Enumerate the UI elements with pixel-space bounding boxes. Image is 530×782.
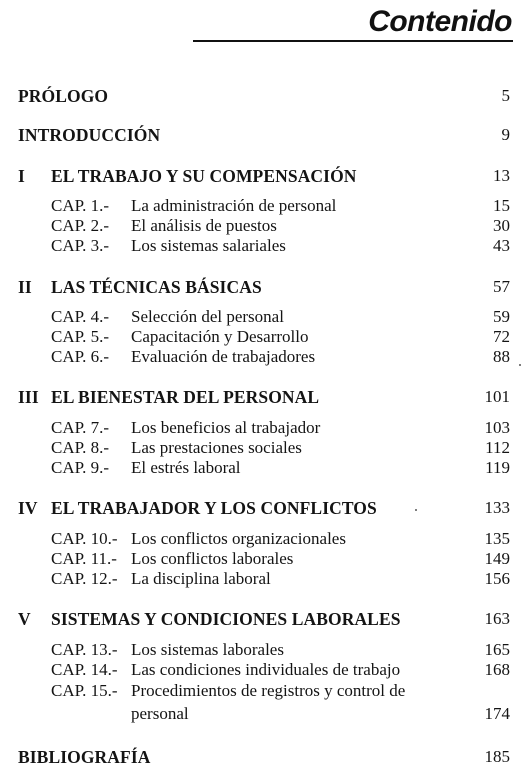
entry-page: 5 bbox=[501, 86, 510, 105]
toc-chapter-7[interactable] bbox=[0, 417, 530, 439]
toc-entry-prologo[interactable] bbox=[0, 85, 530, 107]
toc-chapter-15[interactable] bbox=[0, 680, 530, 726]
chapter-label: CAP. 10.- bbox=[51, 529, 118, 548]
toc-chapter-13[interactable] bbox=[0, 639, 530, 661]
section-page: 13 bbox=[493, 166, 510, 185]
chapter-title-line-1: Procedimientos de registros y control de bbox=[131, 681, 406, 700]
toc-chapter-11[interactable] bbox=[0, 548, 530, 570]
chapter-page: 43 bbox=[493, 236, 510, 255]
chapter-label: CAP. 14.- bbox=[51, 660, 118, 679]
section-page: 101 bbox=[484, 387, 510, 406]
chapter-label: CAP. 13.- bbox=[51, 640, 118, 659]
toc-section-iii[interactable] bbox=[0, 386, 530, 408]
chapter-label: CAP. 3.- bbox=[51, 236, 110, 255]
section-numeral: V bbox=[18, 609, 31, 629]
toc-chapter-9[interactable] bbox=[0, 457, 530, 479]
section-numeral: I bbox=[18, 166, 25, 186]
toc-chapter-10[interactable] bbox=[0, 528, 530, 550]
section-page: 57 bbox=[493, 277, 510, 296]
toc-entry-introduccion[interactable] bbox=[0, 124, 530, 146]
toc-chapter-5[interactable] bbox=[0, 326, 530, 348]
toc-chapter-14[interactable] bbox=[0, 659, 530, 681]
chapter-title: Los conflictos organizacionales bbox=[131, 529, 346, 548]
chapter-page: 156 bbox=[484, 569, 510, 588]
section-title: EL TRABAJADOR Y LOS CONFLICTOS bbox=[51, 498, 377, 518]
chapter-label: CAP. 15.- bbox=[51, 681, 118, 700]
toc-chapter-2[interactable] bbox=[0, 215, 530, 237]
chapter-title: Evaluación de trabajadores bbox=[131, 347, 316, 366]
toc-chapter-3[interactable] bbox=[0, 235, 530, 257]
section-title: EL BIENESTAR DEL PERSONAL bbox=[51, 387, 320, 407]
chapter-label: CAP. 9.- bbox=[51, 458, 110, 477]
scan-speck bbox=[519, 364, 521, 366]
chapter-page: 119 bbox=[485, 458, 510, 477]
chapter-page: 59 bbox=[493, 307, 510, 326]
chapter-label: CAP. 11.- bbox=[51, 549, 117, 568]
chapter-page: 15 bbox=[493, 196, 510, 215]
entry-title: BIBLIOGRAFÍA bbox=[18, 747, 151, 767]
chapter-label: CAP. 4.- bbox=[51, 307, 110, 326]
chapter-page: 135 bbox=[484, 529, 510, 548]
section-numeral: III bbox=[18, 387, 39, 407]
section-title: EL TRABAJO Y SU COMPENSACIÓN bbox=[51, 166, 357, 186]
toc-section-ii[interactable] bbox=[0, 276, 530, 298]
chapter-label: CAP. 7.- bbox=[51, 418, 110, 437]
scan-speck bbox=[415, 509, 417, 511]
chapter-title: Los beneficios al trabajador bbox=[131, 418, 321, 437]
entry-title: INTRODUCCIÓN bbox=[18, 125, 161, 145]
toc-entry-bibliografia[interactable] bbox=[0, 746, 530, 768]
entry-page: 9 bbox=[501, 125, 510, 144]
toc-section-i[interactable] bbox=[0, 165, 530, 187]
toc-section-iv[interactable] bbox=[0, 497, 530, 519]
chapter-page: 168 bbox=[484, 660, 510, 679]
chapter-title: Capacitación y Desarrollo bbox=[131, 327, 309, 346]
chapter-title: El estrés laboral bbox=[131, 458, 241, 477]
chapter-title: Los conflictos laborales bbox=[131, 549, 294, 568]
section-numeral: IV bbox=[18, 498, 38, 518]
toc-chapter-6[interactable] bbox=[0, 346, 530, 368]
toc-chapter-1[interactable] bbox=[0, 195, 530, 217]
chapter-title: La administración de personal bbox=[131, 196, 337, 215]
toc-section-v[interactable] bbox=[0, 608, 530, 630]
section-numeral: II bbox=[18, 277, 32, 297]
chapter-title-line-2: personal bbox=[131, 704, 189, 723]
toc-chapter-12[interactable] bbox=[0, 568, 530, 590]
chapter-page: 149 bbox=[484, 549, 510, 568]
entry-page: 185 bbox=[484, 747, 510, 766]
chapter-page: 112 bbox=[485, 438, 510, 457]
chapter-label: CAP. 5.- bbox=[51, 327, 110, 346]
toc-chapter-8[interactable] bbox=[0, 437, 530, 459]
chapter-title: La disciplina laboral bbox=[131, 569, 271, 588]
toc-chapter-4[interactable] bbox=[0, 306, 530, 328]
section-page: 163 bbox=[484, 609, 510, 628]
chapter-title: Las condiciones individuales de trabajo bbox=[131, 660, 401, 679]
chapter-title: Los sistemas salariales bbox=[131, 236, 286, 255]
chapter-label: CAP. 8.- bbox=[51, 438, 110, 457]
chapter-page: 165 bbox=[484, 640, 510, 659]
page-title: Contenido bbox=[368, 5, 512, 38]
chapter-label: CAP. 6.- bbox=[51, 347, 110, 366]
chapter-page: 174 bbox=[484, 704, 510, 723]
chapter-title: Las prestaciones sociales bbox=[131, 438, 302, 457]
section-page: 133 bbox=[484, 498, 510, 517]
section-title: LAS TÉCNICAS BÁSICAS bbox=[51, 277, 262, 297]
chapter-page: 103 bbox=[484, 418, 510, 437]
section-title: SISTEMAS Y CONDICIONES LABORALES bbox=[51, 609, 401, 629]
chapter-label: CAP. 1.- bbox=[51, 196, 110, 215]
chapter-page: 30 bbox=[493, 216, 510, 235]
chapter-label: CAP. 2.- bbox=[51, 216, 110, 235]
chapter-page: 88 bbox=[493, 347, 510, 366]
chapter-page: 72 bbox=[493, 327, 510, 346]
chapter-title: El análisis de puestos bbox=[131, 216, 277, 235]
chapter-label: CAP. 12.- bbox=[51, 569, 118, 588]
chapter-title: Selección del personal bbox=[131, 307, 284, 326]
entry-title: PRÓLOGO bbox=[18, 86, 109, 106]
chapter-title: Los sistemas laborales bbox=[131, 640, 284, 659]
